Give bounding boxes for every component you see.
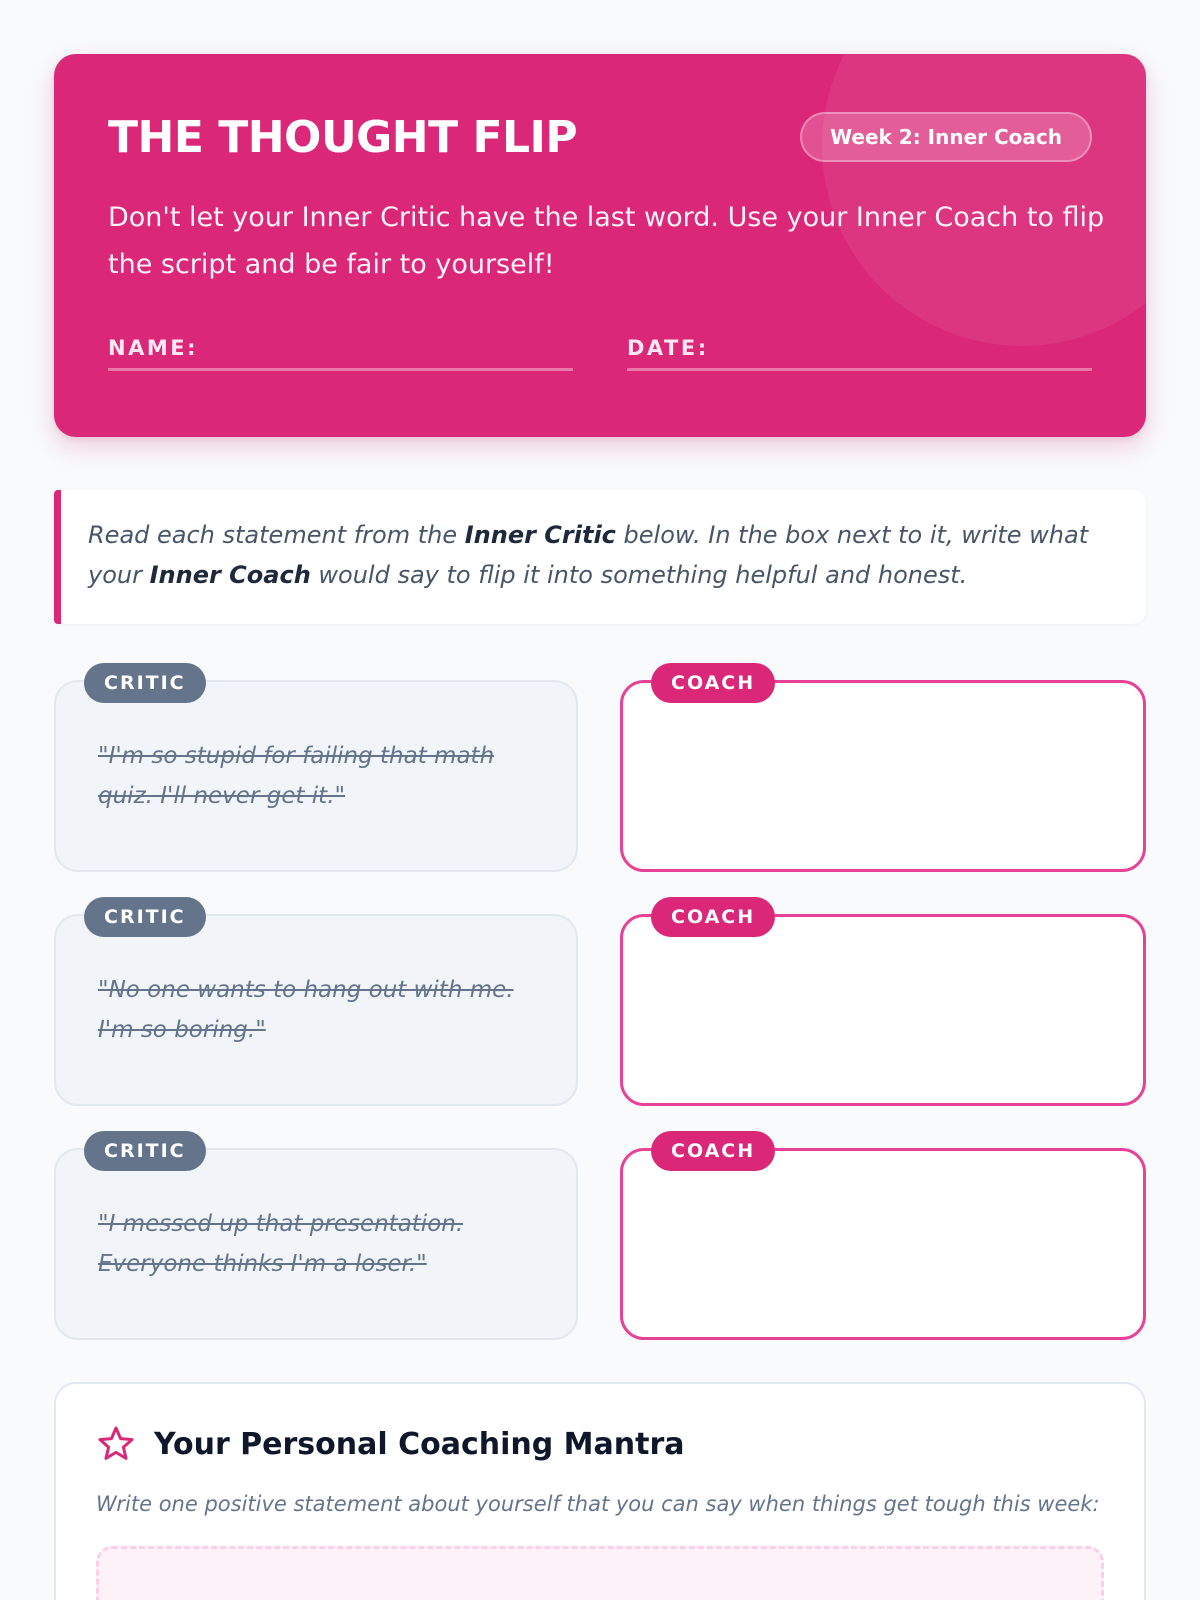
- flip-row: [54, 906, 1146, 1106]
- flip-rows: [54, 672, 1146, 1340]
- critic-tag: CRITIC: [84, 1131, 206, 1171]
- mantra-input[interactable]: [96, 1546, 1104, 1600]
- flip-row: [54, 1140, 1146, 1340]
- date-label: DATE:: [627, 336, 709, 360]
- coach-response-field[interactable]: [647, 713, 1119, 845]
- mantra-title: Your Personal Coaching Mantra: [154, 1426, 685, 1462]
- critic-tag: CRITIC: [84, 897, 206, 937]
- page-subtitle: Don't let your Inner Critic have the last word. Use your Inner Coach to flip the script and be fair to yourself!: [108, 202, 1105, 280]
- name-date-fields: [108, 331, 1092, 371]
- instructions-text-3: would say to flip it into something helpful and honest.: [310, 561, 968, 589]
- coach-card[interactable]: [620, 1140, 1146, 1340]
- mantra-card: [54, 1382, 1146, 1600]
- coach-card[interactable]: [620, 906, 1146, 1106]
- name-field[interactable]: [108, 331, 573, 371]
- name-label: NAME:: [108, 336, 198, 360]
- instructions-box: [54, 490, 1146, 624]
- critic-card: [54, 672, 578, 872]
- instructions-inner-coach: Inner Coach: [149, 561, 311, 589]
- mantra-hint: Write one positive statement about yourself that you can say when things get tough this week:: [96, 1492, 1100, 1516]
- coach-tag: COACH: [651, 897, 775, 937]
- instructions-text-2: below. In the box next to it, write what your: [88, 521, 1089, 589]
- star-icon: [96, 1424, 136, 1464]
- critic-statement: "I'm so stupid for failing that math quiz. I'll never get it.": [98, 743, 495, 809]
- header-card: [54, 54, 1146, 437]
- critic-statement: "I messed up that presentation. Everyone thinks I'm a loser.": [98, 1211, 464, 1277]
- week-badge: Week 2: Inner Coach: [800, 112, 1092, 162]
- coach-response-field[interactable]: [647, 947, 1119, 1079]
- header-top: [108, 110, 1092, 166]
- critic-statement: "No one wants to hang out with me. I'm so boring.": [98, 977, 514, 1043]
- coach-tag: COACH: [651, 663, 775, 703]
- coach-tag: COACH: [651, 1131, 775, 1171]
- date-field[interactable]: [627, 331, 1092, 371]
- instructions-text-1: Read each statement from the: [88, 521, 465, 549]
- critic-tag: CRITIC: [84, 663, 206, 703]
- page-title: THE THOUGHT FLIP: [108, 112, 578, 163]
- critic-card: [54, 1140, 578, 1340]
- mantra-header: [96, 1424, 1104, 1464]
- instructions-inner-critic: Inner Critic: [464, 521, 616, 549]
- critic-card: [54, 906, 578, 1106]
- coach-card[interactable]: [620, 672, 1146, 872]
- coach-response-field[interactable]: [647, 1181, 1119, 1313]
- flip-row: [54, 672, 1146, 872]
